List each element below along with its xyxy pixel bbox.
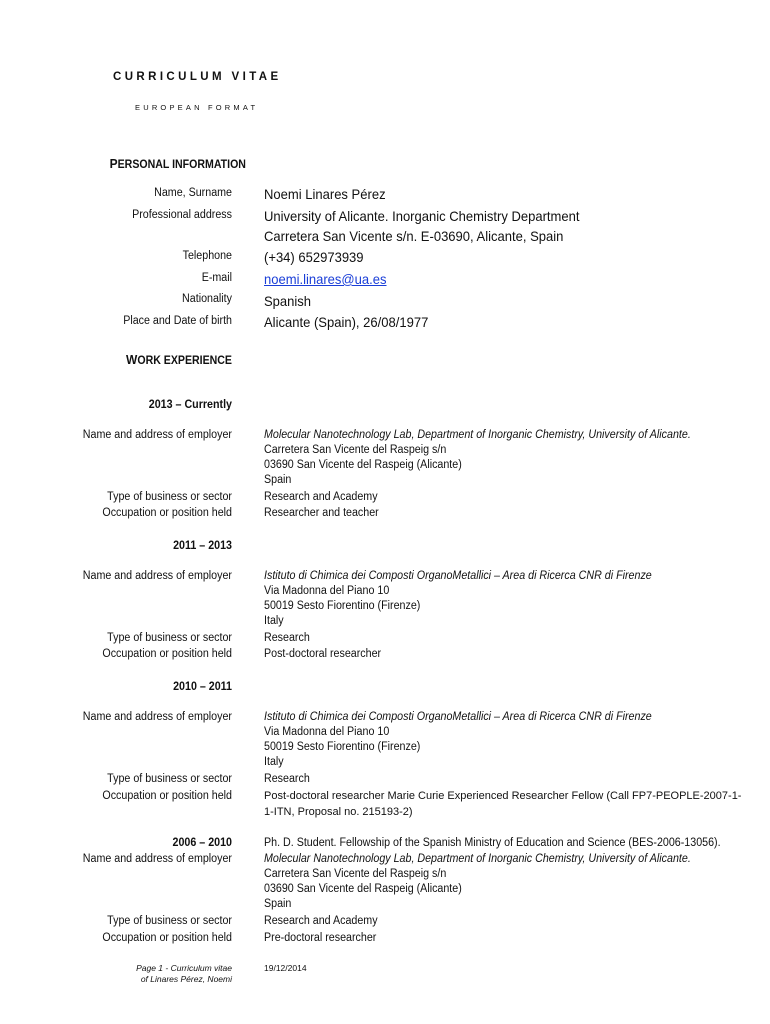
- page-footer-line: Page 1 - Curriculum vitae: [136, 963, 232, 973]
- period-label: 2013 – Currently: [148, 399, 232, 411]
- field-value-address-line2: Carretera San Vicente s/n. E-03690, Alicante, Spain: [264, 228, 564, 244]
- employer-address-line: Via Madonna del Piano 10: [264, 585, 390, 597]
- business-value: Research and Academy: [264, 491, 378, 503]
- period-label: 2010 – 2011: [173, 681, 232, 693]
- occupation-label: Occupation or position held: [102, 932, 232, 944]
- employer-name: Molecular Nanotechnology Lab, Department of Inorganic Chemistry, University of Alicante.: [264, 429, 691, 441]
- employer-label: Name and address of employer: [82, 429, 232, 441]
- field-label-telephone: Telephone: [182, 250, 232, 262]
- field-value-birth: Alicante (Spain), 26/08/1977: [264, 314, 429, 330]
- employer-name: Istituto di Chimica dei Composti OrganoMetallici – Area di Ricerca CNR di Firenze: [264, 570, 652, 582]
- employer-address-line: 50019 Sesto Fiorentino (Firenze): [264, 741, 421, 753]
- business-label: Type of business or sector: [107, 491, 232, 503]
- document-title: CURRICULUM VITAE: [113, 71, 282, 83]
- business-label: Type of business or sector: [107, 632, 232, 644]
- field-value-telephone: (+34) 652973939: [264, 249, 364, 265]
- employer-address-line: Italy: [264, 756, 284, 768]
- email-link[interactable]: noemi.linares@ua.es: [264, 271, 387, 287]
- field-value-address-line1: University of Alicante. Inorganic Chemistry Department: [264, 208, 580, 224]
- employer-address-line: Carretera San Vicente del Raspeig s/n: [264, 868, 447, 880]
- business-value: Research: [264, 632, 310, 644]
- employer-name: Molecular Nanotechnology Lab, Department of Inorganic Chemistry, University of Alicante.: [264, 853, 691, 865]
- employer-label: Name and address of employer: [82, 711, 232, 723]
- field-value-nationality: Spanish: [264, 293, 312, 309]
- period-label: 2006 – 2010: [172, 837, 232, 849]
- employer-address-line: Spain: [264, 898, 292, 910]
- business-label: Type of business or sector: [107, 915, 232, 927]
- page-footer-line: of Linares Pérez, Noemi: [140, 974, 232, 984]
- employer-address-line: Via Madonna del Piano 10: [264, 726, 390, 738]
- occupation-label: Occupation or position held: [102, 507, 232, 519]
- business-value: Research and Academy: [264, 915, 378, 927]
- business-value: Research: [264, 773, 310, 785]
- occupation-value: Researcher and teacher: [264, 507, 379, 519]
- business-label: Type of business or sector: [107, 773, 232, 785]
- field-label-email: E-mail: [201, 272, 232, 284]
- occupation-value: Pre-doctoral researcher: [264, 932, 377, 944]
- employer-name: Istituto di Chimica dei Composti OrganoMetallici – Area di Ricerca CNR di Firenze: [264, 711, 652, 723]
- document-subtitle: EUROPEAN FORMAT: [135, 103, 259, 112]
- occupation-label: Occupation or position held: [102, 648, 232, 660]
- occupation-label: Occupation or position held: [102, 790, 232, 802]
- period-label: 2011 – 2013: [173, 540, 232, 552]
- field-label-nationality: Nationality: [182, 293, 232, 305]
- employer-address-line: Spain: [264, 474, 292, 486]
- field-label-address: Professional address: [132, 209, 232, 221]
- page-footer-label: [100, 963, 232, 985]
- employer-address-line: Italy: [264, 615, 284, 627]
- occupation-value: Post-doctoral researcher: [264, 648, 382, 660]
- employer-address-line: 03690 San Vicente del Raspeig (Alicante): [264, 459, 462, 471]
- footer-date: 19/12/2014: [264, 963, 307, 973]
- fellowship-note: Ph. D. Student. Fellowship of the Spanish Ministry of Education and Science (BES-2006-13056).: [264, 837, 721, 849]
- occupation-value: Post-doctoral researcher Marie Curie Experienced Researcher Fellow (Call FP7-PEOPLE-2007-1-1-ITN, Proposal no. 215193-2): [264, 790, 742, 818]
- field-label-birth: Place and Date of birth: [123, 315, 232, 327]
- field-value-name: Noemi Linares Pérez: [264, 186, 386, 202]
- employer-address-line: Carretera San Vicente del Raspeig s/n: [264, 444, 447, 456]
- employer-label: Name and address of employer: [82, 570, 232, 582]
- section-heading-work: WORK EXPERIENCE: [126, 352, 232, 367]
- employer-address-line: 03690 San Vicente del Raspeig (Alicante): [264, 883, 462, 895]
- employer-label: Name and address of employer: [82, 853, 232, 865]
- field-label-name: Name, Surname: [154, 187, 232, 199]
- employer-address-line: 50019 Sesto Fiorentino (Firenze): [264, 600, 421, 612]
- section-heading-personal: PERSONAL INFORMATION: [109, 156, 246, 171]
